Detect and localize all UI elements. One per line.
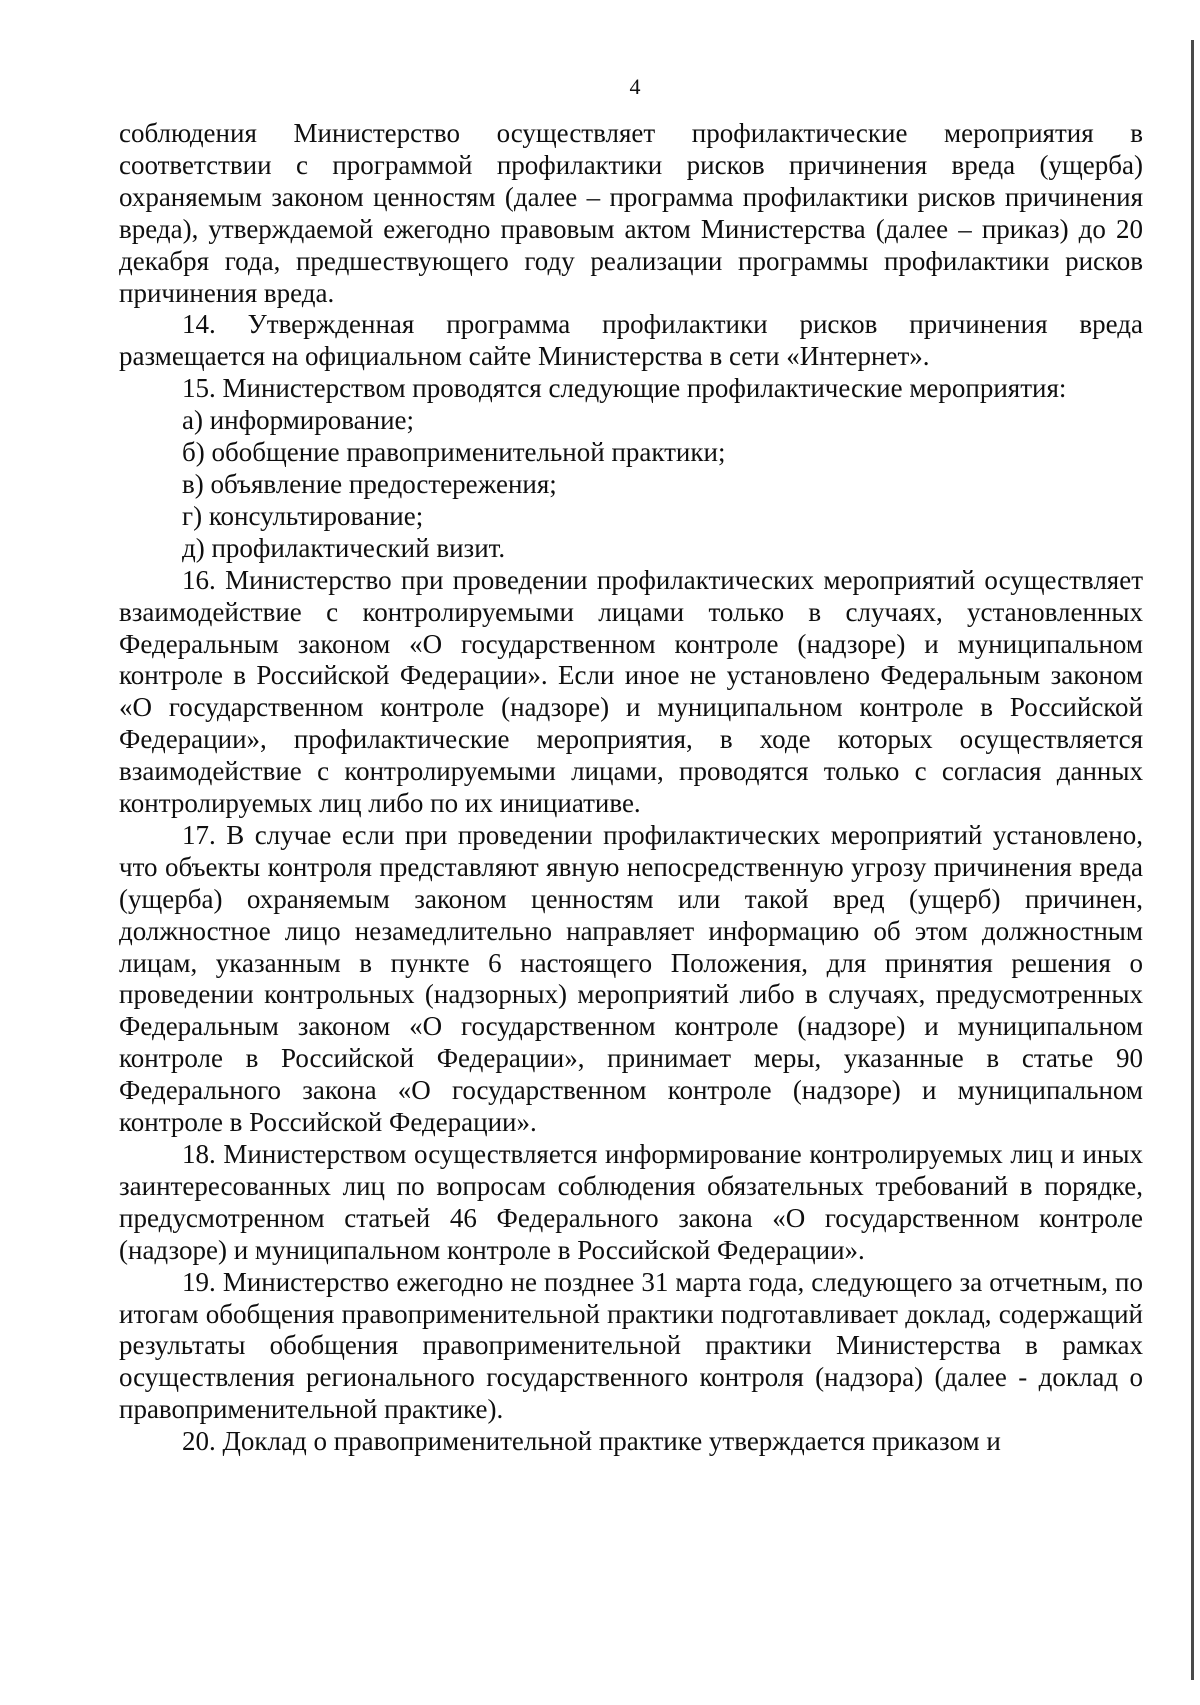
paragraph-17: 17. В случае если при проведении профилактических мероприятий установлено, что объекты контроля представляют явную непосредственную угрозу причинения вреда (ущерба) охраняемым законом ценностям или такой вред (ущерб) причинен, должностное лицо незамедлительно направляет информацию об этом должностным лицам, указанным в пункте 6 настоящего Положения, для принятия решения о проведении контрольных (надзорных) мероприятий либо в случаях, предусмотренных Федеральным законом «О государственном контроле (надзоре) и муниципальном контроле в Российской Федерации», принимает меры, указанные в статье 90 Федерального закона «О государственном контроле (надзоре) и муниципальном контроле в Российской Федерации».	[119, 819, 1143, 1138]
paragraph-19: 19. Министерство ежегодно не позднее 31 марта года, следующего за отчетным, по итогам обобщения правоприменительной практики подготавливает доклад, содержащий результаты обобщения правоприменительной практики Министерства в рамках осуществления регионального государственного контроля (надзора) (далее - доклад о правоприменительной практике).	[119, 1266, 1143, 1425]
paragraph-15: 15. Министерством проводятся следующие профилактические мероприятия:	[182, 373, 1067, 404]
list-item-a: а) информирование;	[182, 405, 415, 436]
list-item-b: б) обобщение правоприменительной практики;	[182, 437, 726, 468]
paragraph-18: 18. Министерством осуществляется информирование контролируемых лиц и иных заинтересованных лиц по вопросам соблюдения обязательных требований в порядке, предусмотренном статьей 46 Федерального закона «О государственном контроле (надзоре) и муниципальном контроле в Российской Федерации».	[119, 1139, 1143, 1265]
page-number: 4	[629, 74, 641, 99]
paragraph-20: 20. Доклад о правоприменительной практике утверждается приказом и	[182, 1426, 1001, 1457]
list-item-d: д) профилактический визит.	[182, 532, 506, 563]
paragraph-continuation: соблюдения Министерство осуществляет профилактические мероприятия в соответствии с программой профилактики рисков причинения вреда (ущерба) охраняемым законом ценностям (далее – программа профилактики рисков причинения вреда), утверждаемой ежегодно правовым актом Министерства (далее – приказ) до 20 декабря года, предшествующего году реализации программы профилактики рисков причинения вреда.	[119, 118, 1143, 308]
list-item-v: в) объявление предостережения;	[182, 468, 557, 499]
paragraph-16: 16. Министерство при проведении профилактических мероприятий осуществляет взаимодействие с контролируемыми лицами только в случаях, установленных Федеральным законом «О государственном контроле (надзоре) и муниципальном контроле в Российской Федерации». Если иное не установлено Федеральным законом «О государственном контроле (надзоре) и муниципальном контроле в Российской Федерации», профилактические мероприятия, в ходе которых осуществляется взаимодействие с контролируемыми лицами, проводятся только с согласия данных контролируемых лиц либо по их инициативе.	[119, 564, 1143, 819]
scan-edge-line	[1191, 40, 1194, 1680]
paragraph-14: 14. Утвержденная программа профилактики рисков причинения вреда размещается на официальном сайте Министерства в сети «Интернет».	[119, 309, 1143, 372]
document-body	[119, 118, 1143, 1458]
list-item-g: г) консультирование;	[182, 500, 424, 531]
